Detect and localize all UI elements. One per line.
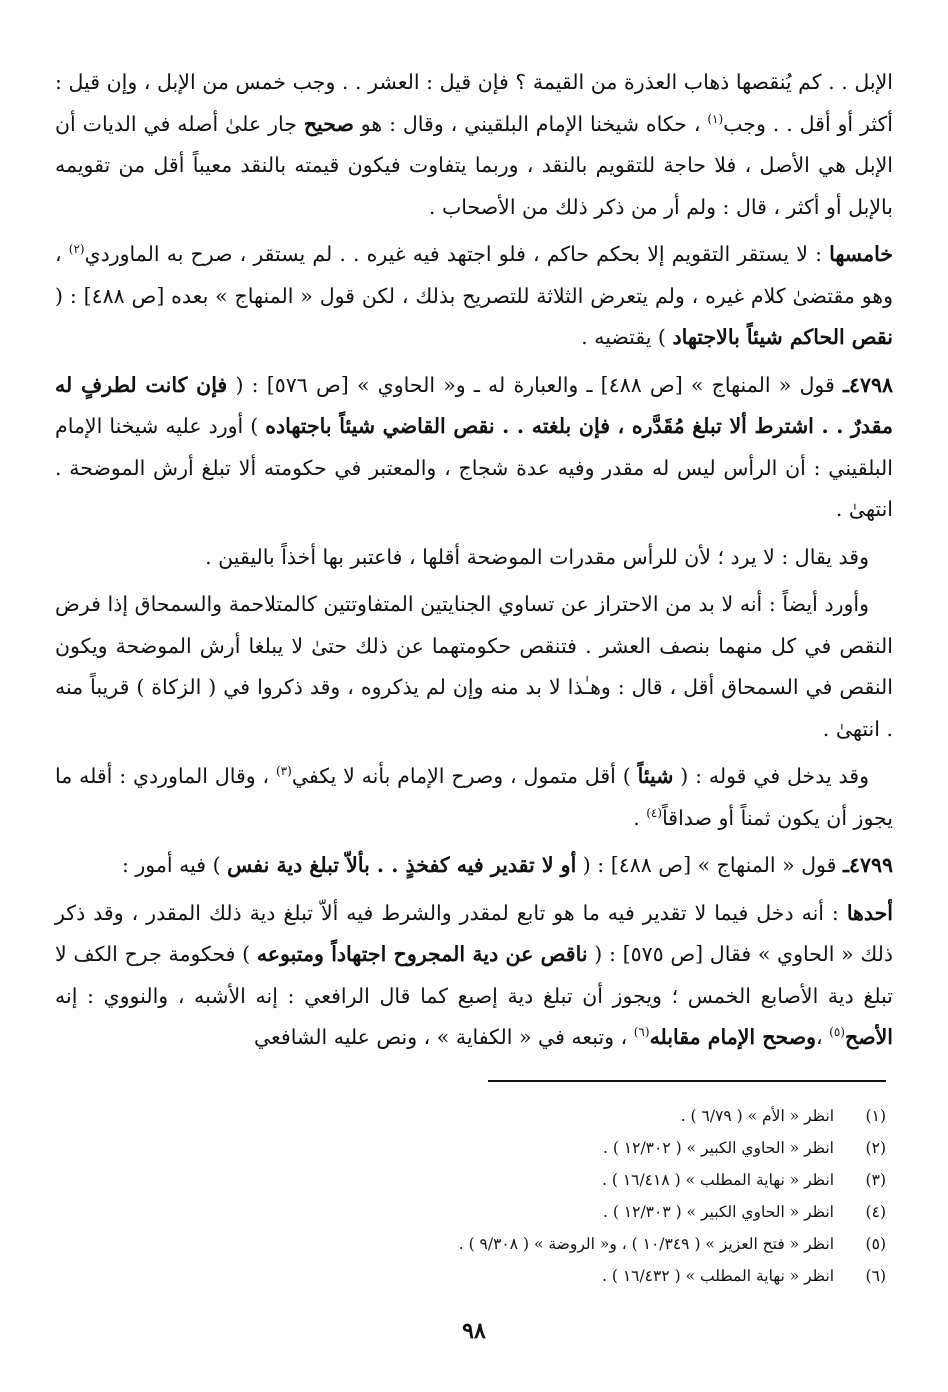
footnote-text: انظر « الحاوي الكبير » ( ١٢/٣٠٣ ) . bbox=[602, 1203, 834, 1221]
paragraph bbox=[55, 537, 893, 579]
bold-text: وصحح الإمام مقابله bbox=[649, 1025, 816, 1049]
footnote-ref: (٦) bbox=[633, 1025, 650, 1040]
paragraph bbox=[55, 62, 893, 228]
text-run: ، bbox=[816, 1025, 830, 1049]
footnotes bbox=[86, 1100, 886, 1292]
footnote-number: (٤) bbox=[865, 1203, 886, 1221]
text-run: ، وتبعه في « الكفاية » ، ونص عليه الشافعي bbox=[253, 1025, 634, 1049]
footnote-ref: (٢) bbox=[68, 242, 85, 257]
text-run: ، وهو مقتضىٰ كلام غيره ، ولم يتعرض الثلاثة للتصريح بذلك ، لكن قول « المنهاج » بعده [ص ٤٨٨] : ( bbox=[55, 242, 893, 308]
bold-text: فإن كانت لطرفٍ له مقدرٌ . . اشترط ألا تبلغ مُقَدَّره ، فإن بلغته . . نقص القاضي شيئاً باجتهاده bbox=[55, 372, 894, 438]
footnote bbox=[86, 1100, 886, 1132]
footnote-number: (٦) bbox=[865, 1267, 886, 1285]
footnote-ref: (١) bbox=[707, 111, 724, 126]
bold-text: نقص الحاكم شيئاً بالاجتهاد bbox=[672, 325, 893, 349]
footnote bbox=[86, 1164, 886, 1196]
paragraph bbox=[55, 756, 893, 839]
text-run: ) أقل متمول ، وصرح الإمام بأنه لا يكفي bbox=[291, 764, 638, 788]
text-run: : لا يستقر التقويم إلا بحكم حاكم ، فلو اجتهد فيه غيره . . لم يستقر ، صرح به الماوردي bbox=[84, 242, 830, 266]
text-run: قول « المنهاج » [ص ٤٨٨] : ( bbox=[576, 853, 843, 877]
bold-text: أحدها bbox=[846, 900, 893, 925]
paragraph bbox=[55, 584, 893, 750]
text-run: الإبل . . كم يُنقصها ذهاب العذرة من القيمة ؟ فإن قيل : العشر . . وجب خمس من الإبل ، وإن قيل : أكثر أو أقل . . وجب bbox=[55, 70, 893, 136]
footnote-text: انظر « الأم » ( ٦/٧٩ ) . bbox=[680, 1107, 834, 1125]
footnote-number: (٢) bbox=[865, 1139, 886, 1157]
footnote-number: (١) bbox=[865, 1107, 886, 1125]
footnote bbox=[86, 1196, 886, 1228]
paragraph bbox=[55, 234, 893, 359]
bold-text: خامسها bbox=[829, 242, 893, 266]
bold-text: ناقص عن دية المجروح اجتهاداً ومتبوعه bbox=[256, 942, 588, 966]
footnote-text: انظر « الحاوي الكبير » ( ١٢/٣٠٢ ) . bbox=[602, 1139, 834, 1157]
footnote-text: انظر « فتح العزيز » ( ١٠/٣٤٩ ) ، و« الروضة » ( ٩/٣٠٨ ) . bbox=[458, 1235, 834, 1253]
bold-text: ٤٧٩٨ـ bbox=[842, 372, 893, 397]
bold-text: الأصح bbox=[844, 1025, 893, 1049]
footnote bbox=[86, 1132, 886, 1164]
text-run: ) فحكومة جرح الكف لا تبلغ دية الأصابع الخمس ؛ ويجوز أن تبلغ دية إصبع كما قال الرافعي : إنه الأشبه ، والنووي : إنه bbox=[55, 942, 893, 1008]
paragraph bbox=[55, 845, 893, 887]
text-run: وقد يقال : لا يرد ؛ لأن للرأس مقدرات الموضحة أقلها ، فاعتبر بها أخذاً باليقين . bbox=[205, 544, 869, 569]
footnote bbox=[86, 1260, 886, 1292]
footnote bbox=[86, 1228, 886, 1260]
text-run: جار علىٰ أصله في الديات أن الإبل هي الأصل ، فلا حاجة للتقويم بالنقد ، وربما يتفاوت فيكون قيمته بالنقد معيباً أقل من تقويمه بالإبل أو أكثر ، قال : ولم أر من ذكر ذلك من الأصحاب . bbox=[55, 111, 893, 219]
footnote-text: انظر « نهاية المطلب » ( ١٦/٤١٨ ) . bbox=[601, 1171, 834, 1189]
bold-text: شيئاً bbox=[637, 764, 674, 788]
paragraph bbox=[55, 893, 893, 1059]
paragraph bbox=[55, 365, 893, 531]
text-run: قول « المنهاج » [ص ٤٨٨] ـ والعبارة له ـ و« الحاوي » [ص ٥٧٦] : ( bbox=[227, 372, 843, 397]
page-number: ٩٨ bbox=[462, 1318, 486, 1344]
footnote-number: (٣) bbox=[865, 1171, 886, 1189]
main-text bbox=[55, 62, 893, 1059]
text-run: : أنه دخل فيما لا تقدير فيه ما هو تابع لمقدر والشرط فيه ألاّ تبلغ دية ذلك المقدر ، وقد ذكر ذلك « الحاوي » فقال [ص ٥٧٥] : ( bbox=[55, 900, 894, 966]
bold-text: أو لا تقدير فيه كفخذٍ . . بألاّ تبلغ دية نفس bbox=[227, 853, 577, 877]
text-run: ) فيه أمور : bbox=[121, 853, 228, 877]
text-run: ) أورد عليه شيخنا الإمام البلقيني : أن الرأس ليس له مقدر وفيه عدة شجاج ، والمعتبر في حكومته ألا تبلغ أرش الموضحة . انتهىٰ . bbox=[55, 414, 893, 521]
footnote-divider bbox=[488, 1080, 886, 1082]
text-run: ) يقتضيه . bbox=[581, 325, 673, 349]
footnote-text: انظر « نهاية المطلب » ( ١٦/٤٣٢ ) . bbox=[601, 1267, 834, 1285]
text-run: ، وقال الماوردي : أقله ما يجوز أن يكون ثمناً أو صداقاً bbox=[55, 764, 893, 830]
footnote-ref: (٥) bbox=[829, 1025, 845, 1040]
text-run: وقد يدخل في قوله : ( bbox=[673, 764, 870, 788]
text-run: . bbox=[633, 805, 647, 830]
text-run: وأورد أيضاً : أنه لا بد من الاحتراز عن تساوي الجنايتين المتفاوتتين كالمتلاحمة والسمحاق إذا فرض النقص في كل منهما بنصف العشر . فتنقص حكومتهما عن ذلك حتىٰ لا يبلغا أرش الموضحة ويكون النقص في السمحاق أقل ، قال : وهـٰذا لا بد منه وإن لم يذكروه ، وقد ذكروا في ( الزكاة ) قريباً منه . انتهىٰ . bbox=[55, 592, 893, 741]
bold-text: ٤٧٩٩ـ bbox=[842, 853, 893, 877]
bold-text: صحيح bbox=[303, 111, 354, 136]
footnote-ref: (٤) bbox=[646, 805, 663, 820]
footnote-ref: (٣) bbox=[275, 764, 292, 779]
footnote-number: (٥) bbox=[865, 1235, 886, 1253]
text-run: ، حكاه شيخنا الإمام البلقيني ، وقال : هو bbox=[353, 111, 708, 136]
